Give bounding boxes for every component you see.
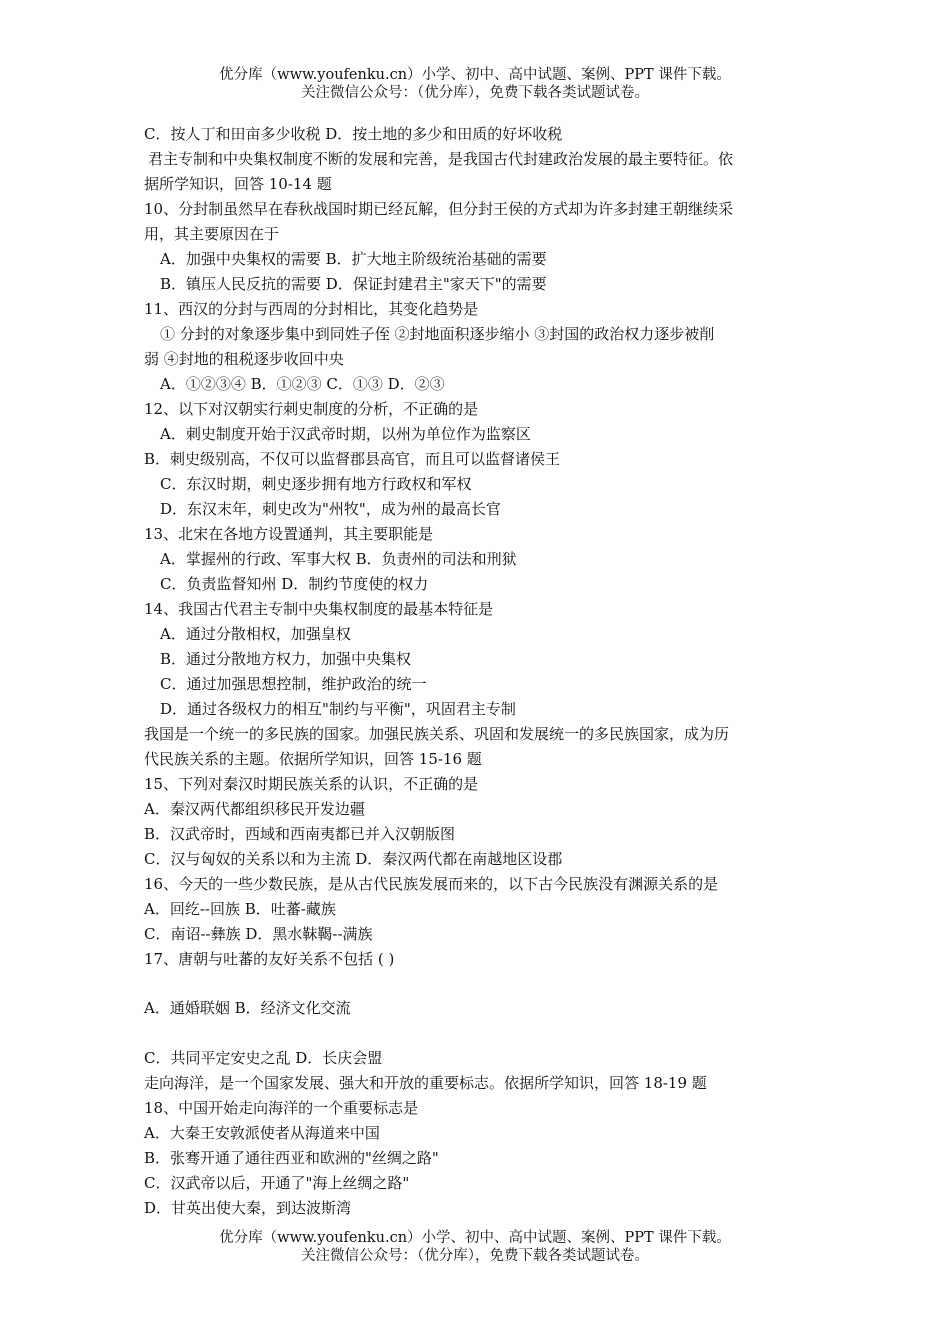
text-line: 走向海洋，是一个国家发展、强大和开放的重要标志。依据所学知识，回答 18-19 题 [144,1074,707,1092]
text-line: D．甘英出使大秦，到达波斯湾 [144,1199,352,1217]
text-line: D．通过各级权力的相互"制约与平衡"，巩固君主专制 [160,700,516,718]
text-line: 15、下列对秦汉时期民族关系的认识，不正确的是 [144,775,479,793]
text-line: B．张骞开通了通往西亚和欧洲的"丝绸之路" [144,1149,439,1167]
text-line: C．负责监督知州 D．制约节度使的权力 [160,575,429,593]
text-line: A．秦汉两代都组织移民开发边疆 [144,800,365,818]
text-line: ① 分封的对象逐步集中到同姓子侄 ②封地面积逐步缩小 ③封国的政治权力逐步被削 [160,325,715,343]
text-line: A．加强中央集权的需要 B．扩大地主阶级统治基础的需要 [160,250,547,268]
text-line: C．按人丁和田亩多少收税 D．按土地的多少和田质的好坏收税 [144,125,563,143]
footer-line-2: 关注微信公众号：（优分库），免费下载各类试题试卷。 [301,1248,649,1264]
text-line: D．东汉末年，刺史改为"州牧"，成为州的最高长官 [160,500,501,518]
text-line: 17、唐朝与吐蕃的友好关系不包括 ( ) [144,950,395,968]
text-line: A．回纥--回族 B．吐蕃-藏族 [144,900,336,918]
text-line: C．南诏--彝族 D．黑水靺鞨--满族 [144,925,373,943]
text-line: B．汉武帝时，西域和西南夷都已并入汉朝版图 [144,825,456,843]
text-line: 代民族关系的主题。依据所学知识，回答 15-16 题 [144,750,482,768]
text-line: B．刺史级别高，不仅可以监督郡县高官，而且可以监督诸侯王 [144,450,561,468]
text-line: C．汉武帝以后，开通了"海上丝绸之路" [144,1174,410,1192]
text-line: 10、分封制虽然早在春秋战国时期已经瓦解，但分封王侯的方式却为许多封建王朝继续采 [144,200,734,218]
text-line: 弱 ④封地的租税逐步收回中央 [144,350,344,368]
text-line: A．大秦王安敦派使者从海道来中国 [144,1124,380,1142]
text-line: 用，其主要原因在于 [144,225,280,243]
text-line: 君主专制和中央集权制度不断的发展和完善，是我国古代封建政治发展的最主要特征。依 [148,150,734,168]
text-line: 12、以下对汉朝实行刺史制度的分析，不正确的是 [144,400,479,418]
text-line: B．通过分散地方权力，加强中央集权 [160,650,412,668]
text-line: A．通过分散相权，加强皇权 [160,625,351,643]
text-line: 我国是一个统一的多民族的国家。加强民族关系、巩固和发展统一的多民族国家，成为历 [144,725,730,743]
text-line: A．①②③④ B．①②③ C．①③ D．②③ [160,375,445,393]
text-line: A．掌握州的行政、军事大权 B．负责州的司法和刑狱 [160,550,517,568]
header-line-2: 关注微信公众号：（优分库），免费下载各类试题试卷。 [301,85,649,101]
text-line: 11、西汉的分封与西周的分封相比，其变化趋势是 [144,300,479,318]
text-line: C．通过加强思想控制，维护政治的统一 [160,675,427,693]
page-header [0,66,950,102]
text-line: 14、我国古代君主专制中央集权制度的最基本特征是 [144,600,494,618]
footer-line-1: 优分库（www.youfenku.cn）小学、初中、高中试题、案例、PPT 课件下载。 [219,1230,731,1246]
text-line: 13、北宋在各地方设置通判，其主要职能是 [144,525,434,543]
text-line: 16、今天的一些少数民族，是从古代民族发展而来的，以下古今民族没有渊源关系的是 [144,875,719,893]
text-line: A．通婚联姻 B．经济文化交流 [144,999,351,1017]
text-line: 18、中国开始走向海洋的一个重要标志是 [144,1099,419,1117]
text-line: A．刺史制度开始于汉武帝时期，以州为单位作为监察区 [160,425,531,443]
text-line: 据所学知识，回答 10-14 题 [144,175,332,193]
text-line: B．镇压人民反抗的需要 D．保证封建君主"家天下"的需要 [160,275,547,293]
text-line: C．共同平定安史之乱 D．长庆会盟 [144,1049,383,1067]
header-line-1: 优分库（www.youfenku.cn）小学、初中、高中试题、案例、PPT 课件下载。 [219,67,731,83]
text-line: C．汉与匈奴的关系以和为主流 D．秦汉两代都在南越地区设郡 [144,850,563,868]
text-line: C．东汉时期，刺史逐步拥有地方行政权和军权 [160,475,472,493]
page-footer [0,1229,950,1265]
